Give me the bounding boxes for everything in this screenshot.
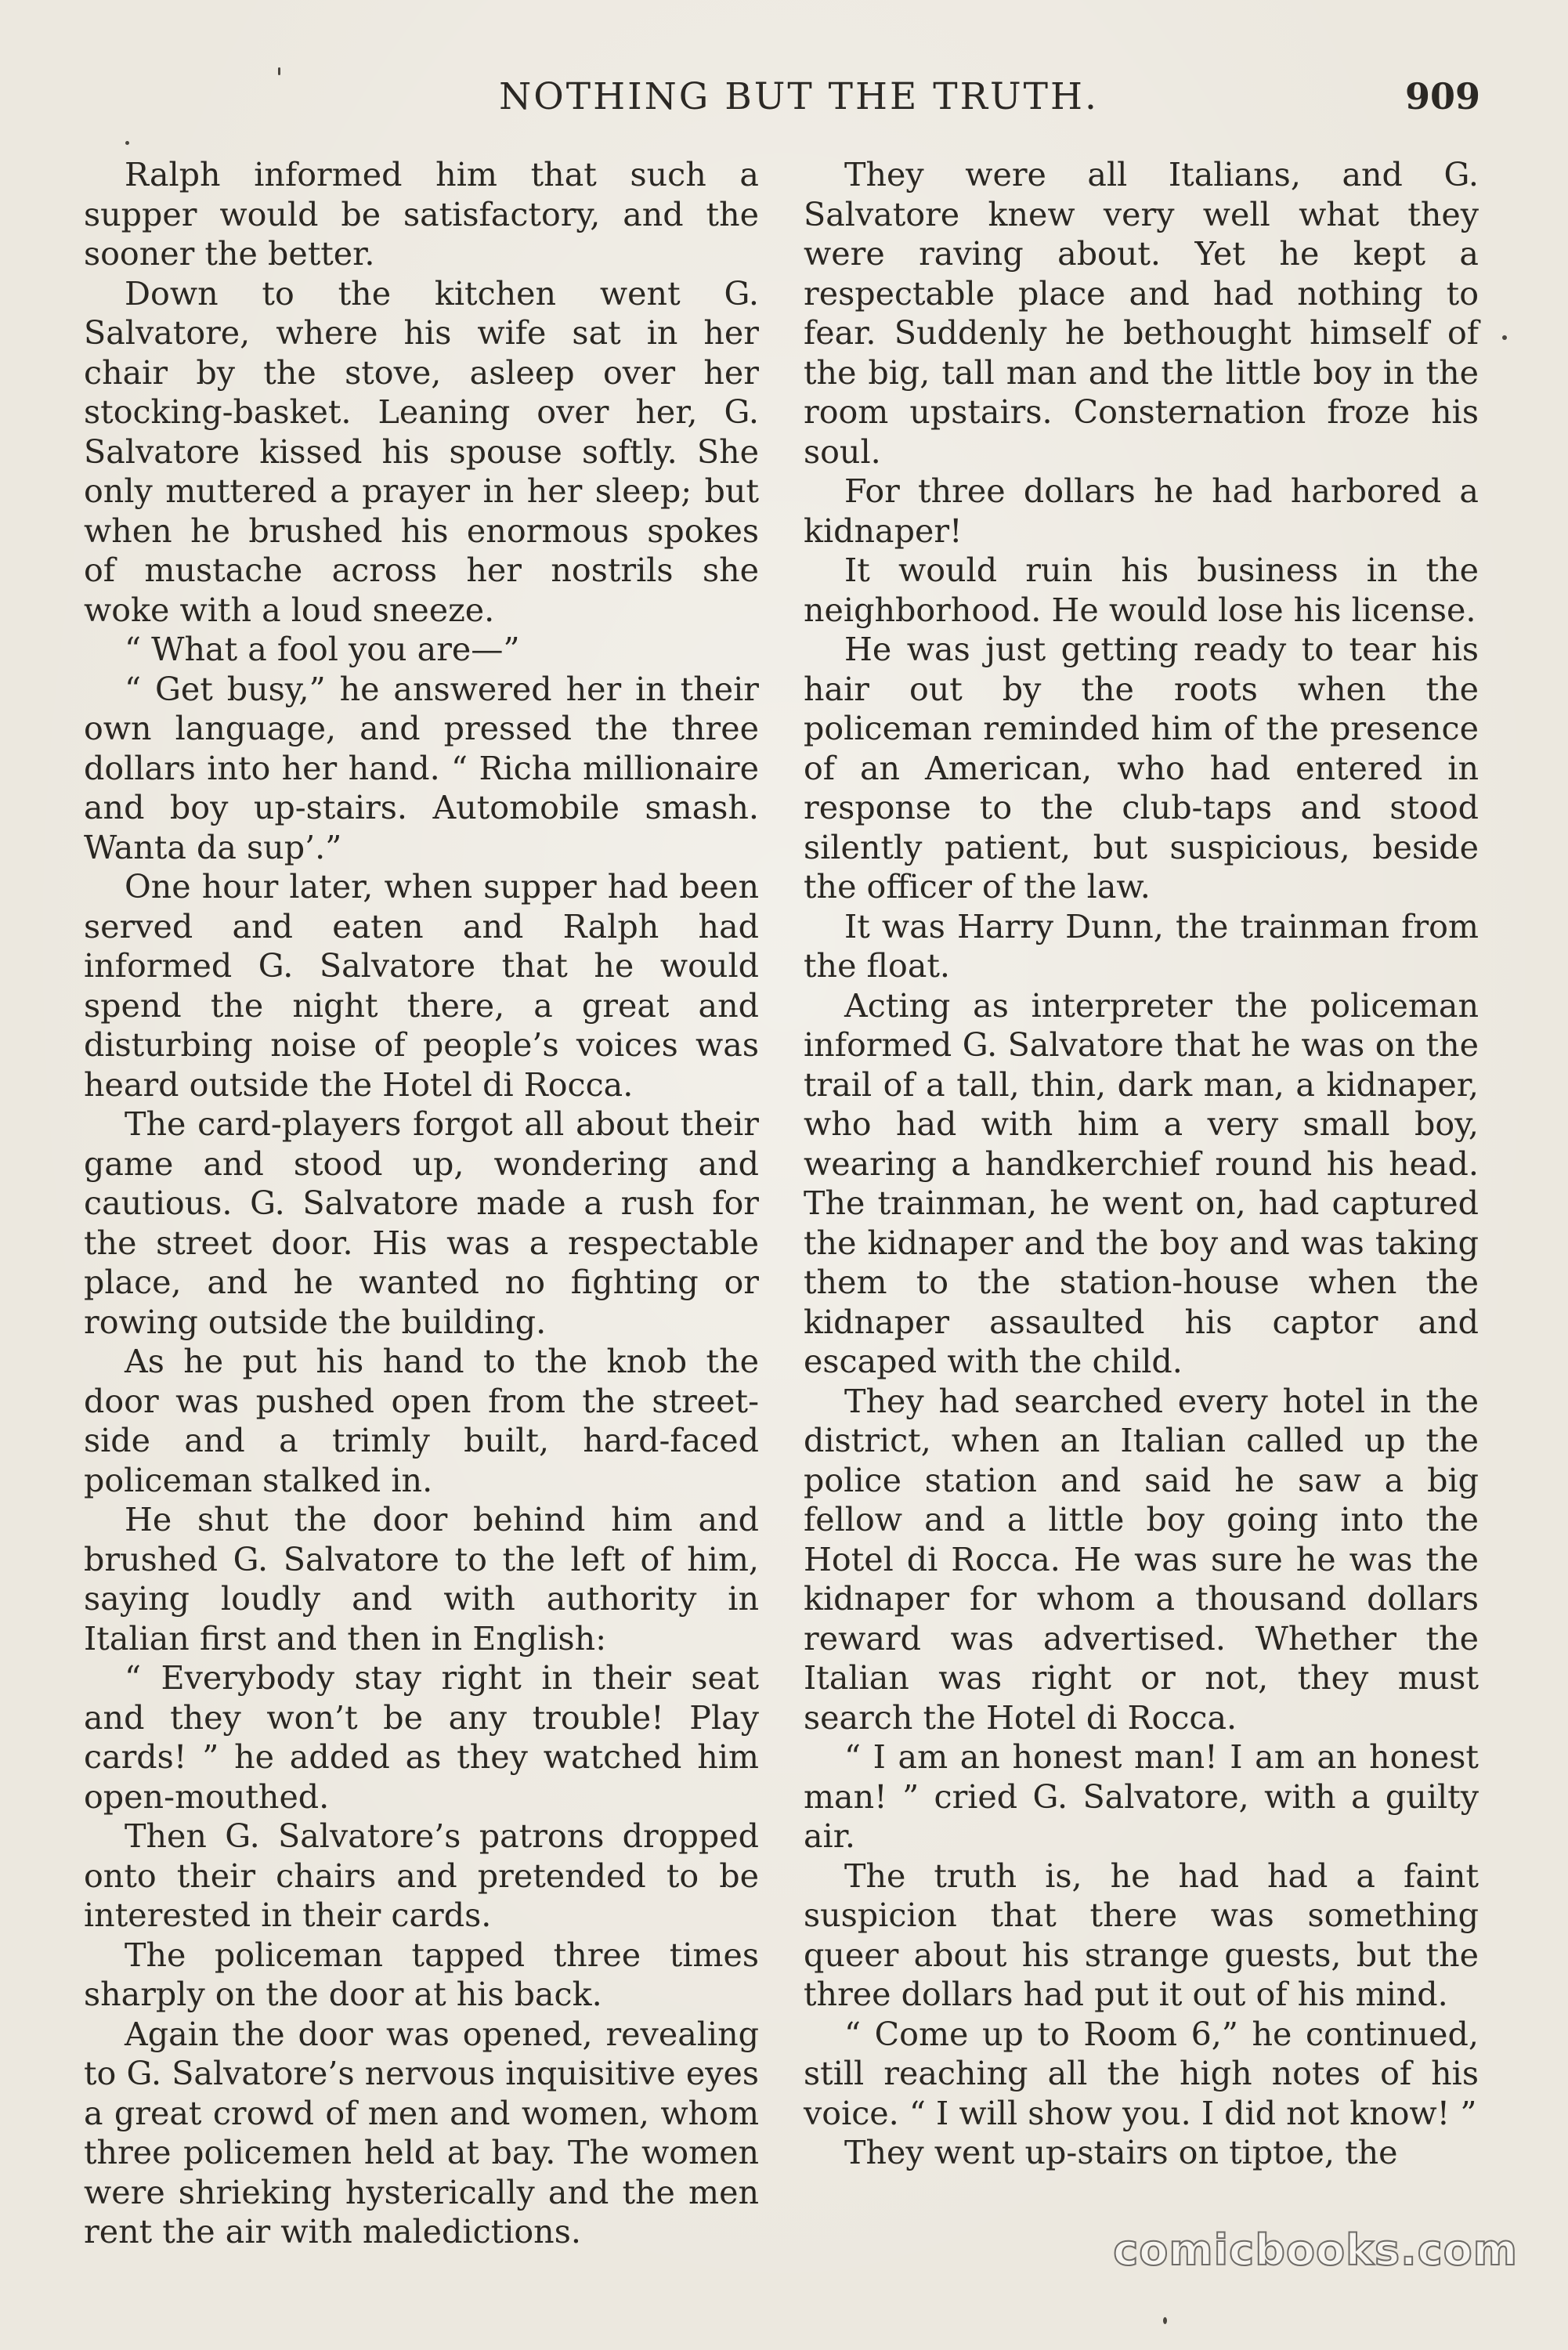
print-speck (125, 141, 129, 145)
paragraph: Down to the kitchen went G. Salvatore, where his wife sat in her chair by the stove, asleep over her stocking-basket. Leaning over her, G. Salvatore kissed his spouse softly. She only muttered a prayer in her sleep; but when he brushed his enormous spokes of mustache across her nostrils she woke with a loud sneeze. (84, 274, 759, 629)
paragraph: He was just getting ready to tear his hair out by the roots when the policeman reminded him of the presence of an American, who had entered in response to the club-taps and stood silently patient, but suspicious, beside the officer of the law. (804, 631, 1479, 906)
paragraph: “ Come up to Room 6,” he continued, still reaching all the high notes of his voice. “ I will show you. I did not know! ” (804, 2015, 1479, 2132)
paragraph: It would ruin his business in the neighborhood. He would lose his license. (804, 551, 1479, 629)
print-speck (278, 67, 280, 75)
right-column (804, 155, 1479, 2173)
paragraph: The policeman tapped three times sharply on the door at his back. (84, 1936, 759, 2013)
page-number: 909 (1404, 75, 1480, 118)
paragraph: One hour later, when supper had been served and eaten and Ralph had informed G. Salvatore that he would spend the night there, a great and disturbing noise of people’s voices was heard outside the Hotel di Rocca. (84, 868, 759, 1104)
paragraph: Again the door was opened, revealing to G. Salvatore’s nervous inquisitive eyes a great crowd of men and women, whom three policemen held at bay. The women were shrieking hysterically and the men rent the air with maledictions. (84, 2015, 759, 2251)
print-speck (1163, 2317, 1167, 2324)
paragraph: For three dollars he had harbored a kidnaper! (804, 472, 1479, 550)
paragraph: It was Harry Dunn, the trainman from the float. (804, 907, 1479, 985)
paragraph: The truth is, he had had a faint suspicion that there was something queer about his strange guests, but the three dollars had put it out of his mind. (804, 1856, 1479, 2013)
paragraph: Then G. Salvatore’s patrons dropped onto their chairs and pretended to be interested in their cards. (84, 1817, 759, 1934)
paragraph: “ What a fool you are—” (125, 631, 520, 668)
running-title: NOTHING BUT THE TRUTH. (499, 75, 1099, 118)
paragraph: “ Everybody stay right in their seat and they won’t be any trouble! Play cards! ” he added as they watched him open-mouthed. (84, 1659, 759, 1816)
running-header (117, 75, 1480, 130)
left-column (84, 155, 759, 2252)
print-speck (1502, 335, 1507, 340)
paragraph: He shut the door behind him and brushed G. Salvatore to the left of him, saying loudly and with authority in Italian first and then in English: (84, 1501, 759, 1658)
paragraph: “ Get busy,” he answered her in their own language, and pressed the three dollars into her hand. “ Richa millionaire and boy up-stairs. Automobile smash. Wanta da sup’.” (84, 670, 759, 866)
paragraph: Acting as interpreter the policeman informed G. Salvatore that he was on the trail of a tall, thin, dark man, a kidnaper, who had with him a very small boy, wearing a handkerchief round his head. The trainman, he went on, had captured the kidnaper and the boy and was taking them to the station-house when the kidnaper assaulted his captor and escaped with the child. (804, 986, 1479, 1380)
watermark: comicbooks.com (1113, 2225, 1518, 2275)
paragraph: They were all Italians, and G. Salvatore knew very well what they were raving about. Yet he kept a respectable place and had nothing to fear. Suddenly he bethought himself of the big, tall man and the little boy in the room upstairs. Consternation froze his soul. (804, 156, 1479, 471)
paragraph: Ralph informed him that such a supper would be satisfactory, and the sooner the better. (84, 156, 759, 273)
paragraph: They went up-stairs on tiptoe, the (844, 2134, 1398, 2171)
paragraph: “ I am an honest man! I am an honest man! ” cried G. Salvatore, with a guilty air. (804, 1738, 1479, 1855)
paragraph: The card-players forgot all about their game and stood up, wondering and cautious. G. Salvatore made a rush for the street door. His was a respectable place, and he wanted no fighting or rowing outside the building. (84, 1105, 759, 1341)
paragraph: As he put his hand to the knob the door was pushed open from the street-side and a trimly built, hard-faced policeman stalked in. (84, 1343, 759, 1499)
paragraph: They had searched every hotel in the district, when an Italian called up the police station and said he saw a big fellow and a little boy going into the Hotel di Rocca. He was sure he was the kidnaper for whom a thousand dollars reward was advertised. Whether the Italian was right or not, they must search the Hotel di Rocca. (804, 1382, 1479, 1737)
